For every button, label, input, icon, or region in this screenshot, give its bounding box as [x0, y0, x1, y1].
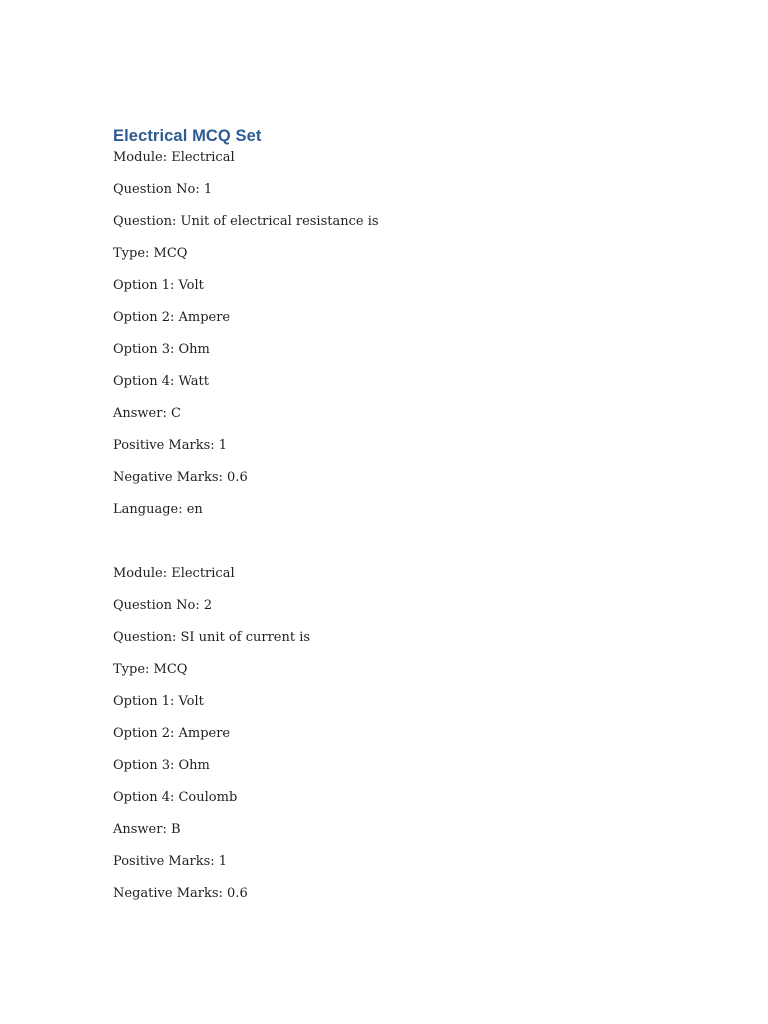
- field-label: Negative Marks: [113, 886, 219, 901]
- field-label: Positive Marks: [113, 438, 211, 453]
- field-line: [113, 820, 713, 852]
- field-value: Watt: [178, 374, 209, 389]
- field-label: Answer: [113, 822, 163, 837]
- field-line: [113, 468, 713, 500]
- field-line: [113, 436, 713, 468]
- field-label: Option 3: [113, 342, 170, 357]
- field-separator: :: [169, 374, 179, 389]
- field-line: [113, 724, 713, 756]
- field-line: [113, 276, 713, 308]
- field-label: Type: [113, 662, 146, 677]
- field-label: Option 4: [113, 790, 170, 805]
- field-line: [113, 628, 713, 660]
- question-block: [113, 148, 713, 532]
- field-separator: :: [169, 726, 179, 741]
- field-line: [113, 788, 713, 820]
- field-value: Ohm: [178, 758, 210, 773]
- field-separator: :: [195, 598, 204, 613]
- field-separator: :: [169, 278, 179, 293]
- field-label: Option 3: [113, 758, 170, 773]
- field-separator: :: [162, 150, 172, 165]
- field-value: MCQ: [153, 246, 188, 261]
- field-label: Option 2: [113, 726, 170, 741]
- field-line: [113, 244, 713, 276]
- field-separator: :: [169, 758, 179, 773]
- field-line: [113, 148, 713, 180]
- field-separator: :: [162, 406, 171, 421]
- field-separator: :: [145, 662, 154, 677]
- field-separator: :: [178, 502, 187, 517]
- field-line: [113, 660, 713, 692]
- field-separator: :: [195, 182, 204, 197]
- field-value: 0.6: [227, 886, 248, 901]
- field-value: B: [170, 822, 181, 837]
- field-separator: :: [169, 342, 179, 357]
- field-separator: :: [145, 246, 154, 261]
- field-line: [113, 596, 713, 628]
- field-value: Unit of electrical resistance is: [180, 214, 379, 229]
- field-label: Type: [113, 246, 146, 261]
- field-label: Option 1: [113, 694, 170, 709]
- field-line: [113, 756, 713, 788]
- field-value: Volt: [178, 694, 204, 709]
- field-separator: :: [210, 438, 219, 453]
- field-separator: :: [169, 310, 179, 325]
- field-value: Coulomb: [178, 790, 238, 805]
- field-line: [113, 372, 713, 404]
- field-label: Positive Marks: [113, 854, 211, 869]
- field-line: [113, 308, 713, 340]
- field-value: 0.6: [227, 470, 248, 485]
- field-line: [113, 500, 713, 532]
- field-label: Language: [113, 502, 179, 517]
- document-title: Electrical MCQ Set: [113, 127, 262, 145]
- field-line: [113, 212, 713, 244]
- field-label: Question No: [113, 598, 196, 613]
- field-separator: :: [218, 886, 228, 901]
- field-line: [113, 564, 713, 596]
- field-line: [113, 340, 713, 372]
- field-separator: :: [171, 630, 181, 645]
- field-line: [113, 884, 713, 916]
- field-label: Question No: [113, 182, 196, 197]
- field-separator: :: [218, 470, 228, 485]
- field-value: 1: [218, 438, 228, 453]
- field-value: 2: [203, 598, 213, 613]
- field-separator: :: [162, 566, 172, 581]
- question-list: [113, 148, 713, 916]
- field-value: MCQ: [153, 662, 188, 677]
- field-value: Ampere: [178, 310, 231, 325]
- field-value: Ampere: [178, 726, 231, 741]
- field-label: Option 1: [113, 278, 170, 293]
- field-value: en: [186, 502, 203, 517]
- field-line: [113, 404, 713, 436]
- field-label: Question: [113, 630, 172, 645]
- field-label: Module: [113, 150, 163, 165]
- field-line: [113, 180, 713, 212]
- field-label: Option 4: [113, 374, 170, 389]
- field-line: [113, 692, 713, 724]
- field-separator: :: [169, 694, 179, 709]
- field-separator: :: [162, 822, 171, 837]
- field-label: Negative Marks: [113, 470, 219, 485]
- field-value: 1: [203, 182, 213, 197]
- field-separator: :: [210, 854, 219, 869]
- field-line: [113, 852, 713, 884]
- field-value: Electrical: [171, 566, 235, 581]
- field-value: 1: [218, 854, 228, 869]
- field-value: C: [170, 406, 181, 421]
- field-value: Ohm: [178, 342, 210, 357]
- field-separator: :: [171, 214, 181, 229]
- field-label: Question: [113, 214, 172, 229]
- field-label: Answer: [113, 406, 163, 421]
- field-label: Module: [113, 566, 163, 581]
- field-value: Volt: [178, 278, 204, 293]
- field-separator: :: [169, 790, 179, 805]
- field-value: Electrical: [171, 150, 235, 165]
- field-label: Option 2: [113, 310, 170, 325]
- field-value: SI unit of current is: [180, 630, 311, 645]
- question-block: [113, 564, 713, 916]
- document-page: [113, 124, 713, 916]
